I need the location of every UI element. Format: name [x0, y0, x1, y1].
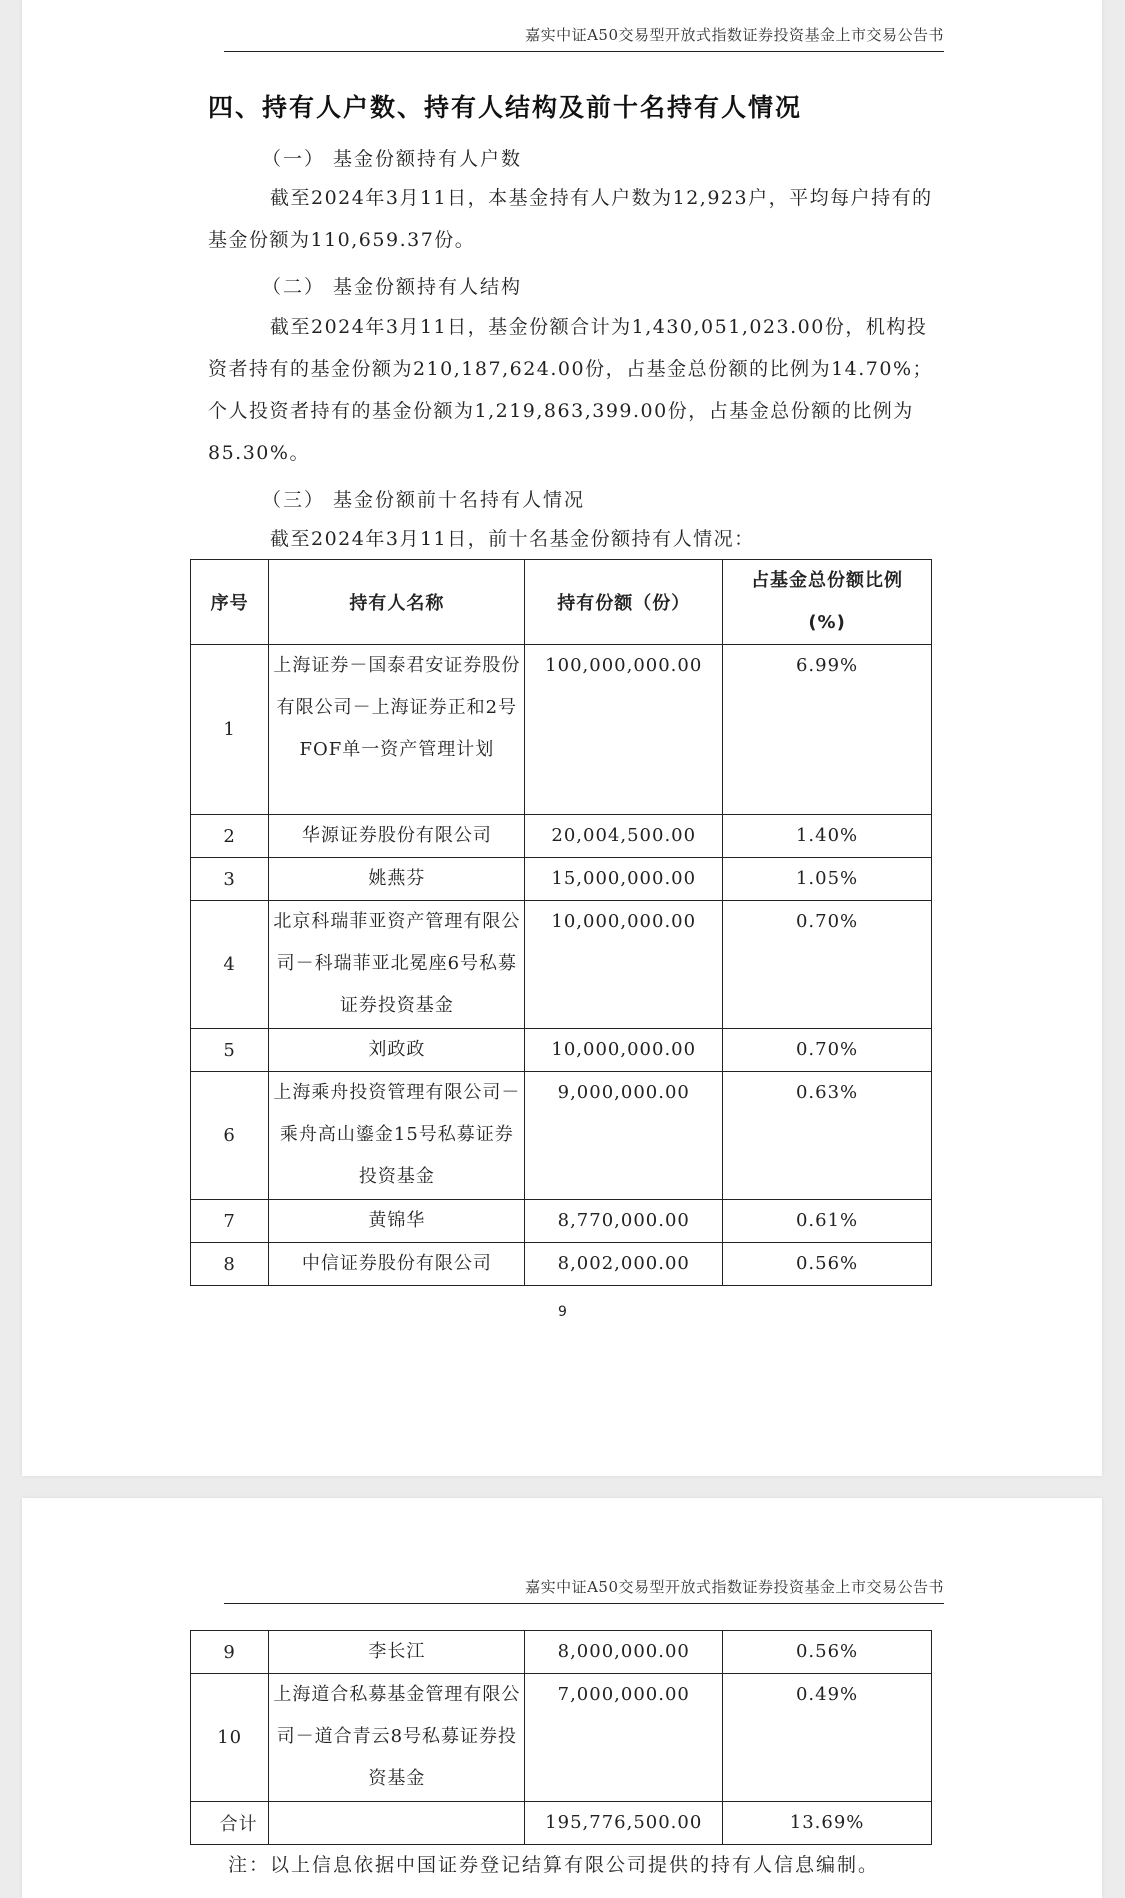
table-row — [191, 1072, 932, 1200]
row-ratio: 0.56% — [723, 1631, 932, 1674]
paragraph-top-ten-intro: 截至2024年3月11日，前十名基金份额持有人情况： — [270, 528, 755, 550]
table-row — [191, 858, 932, 901]
row-name: 华源证券股份有限公司 — [269, 815, 525, 858]
row-ratio: 0.49% — [723, 1674, 932, 1802]
table-row — [191, 1029, 932, 1072]
row-amount: 9,000,000.00 — [525, 1072, 723, 1200]
subsection-top-ten: （三） 基金份额前十名持有人情况 — [262, 489, 586, 511]
row-amount: 8,000,000.00 — [525, 1631, 723, 1674]
row-no: 1 — [191, 645, 269, 815]
row-amount: 8,002,000.00 — [525, 1243, 723, 1286]
total-amount: 195,776,500.00 — [525, 1802, 723, 1845]
header-ratio-line1: 占基金总份额比例 — [751, 570, 904, 591]
header-ratio-line2: (%) — [808, 612, 846, 633]
row-name: 黄锦华 — [269, 1200, 525, 1243]
row-amount: 10,000,000.00 — [525, 1029, 723, 1072]
row-ratio: 6.99% — [723, 645, 932, 815]
section-title: 四、持有人户数、持有人结构及前十名持有人情况 — [208, 93, 803, 122]
total-ratio: 13.69% — [723, 1802, 932, 1845]
row-ratio: 1.05% — [723, 858, 932, 901]
paragraph-holder-count: 截至2024年3月11日，本基金持有人户数为12,923户，平均每户持有的基金份额为110,659.37份。 — [208, 187, 933, 251]
row-amount: 100,000,000.00 — [525, 645, 723, 815]
row-no: 9 — [191, 1631, 269, 1674]
row-no: 10 — [191, 1674, 269, 1802]
row-no: 2 — [191, 815, 269, 858]
row-ratio: 0.70% — [723, 1029, 932, 1072]
total-name-empty — [269, 1802, 525, 1845]
footnote: 注：以上信息依据中国证券登记结算有限公司提供的持有人信息编制。 — [228, 1854, 880, 1876]
row-no: 5 — [191, 1029, 269, 1072]
row-no: 3 — [191, 858, 269, 901]
total-label: 合计 — [191, 1802, 269, 1845]
running-header: 嘉实中证A50交易型开放式指数证券投资基金上市交易公告书 — [224, 24, 944, 52]
top-holders-table-continued — [190, 1630, 932, 1845]
row-no: 4 — [191, 901, 269, 1029]
row-amount: 15,000,000.00 — [525, 858, 723, 901]
table-row — [191, 815, 932, 858]
table-row — [191, 901, 932, 1029]
running-header-page-2: 嘉实中证A50交易型开放式指数证券投资基金上市交易公告书 — [224, 1576, 944, 1604]
row-ratio: 1.40% — [723, 815, 932, 858]
row-name: 上海道合私募基金管理有限公司－道合青云8号私募证券投资基金 — [269, 1674, 525, 1802]
row-ratio: 0.70% — [723, 901, 932, 1029]
header-name: 持有人名称 — [269, 560, 525, 645]
row-ratio: 0.61% — [723, 1200, 932, 1243]
row-amount: 7,000,000.00 — [525, 1674, 723, 1802]
row-ratio: 0.63% — [723, 1072, 932, 1200]
row-name: 刘政政 — [269, 1029, 525, 1072]
row-amount: 8,770,000.00 — [525, 1200, 723, 1243]
row-ratio: 0.56% — [723, 1243, 932, 1286]
row-no: 7 — [191, 1200, 269, 1243]
subsection-holder-count: （一） 基金份额持有人户数 — [262, 148, 523, 170]
table-row — [191, 1674, 932, 1802]
subsection-holder-structure: （二） 基金份额持有人结构 — [262, 276, 523, 298]
table-row — [191, 1243, 932, 1286]
row-name: 上海证券－国泰君安证券股份有限公司－上海证券正和2号FOF单一资产管理计划 — [269, 645, 525, 815]
table-total-row — [191, 1802, 932, 1845]
row-name: 上海乘舟投资管理有限公司－乘舟高山鎏金15号私募证券投资基金 — [269, 1072, 525, 1200]
header-ratio — [723, 560, 932, 645]
row-name: 北京科瑞菲亚资产管理有限公司－科瑞菲亚北冕座6号私募证券投资基金 — [269, 901, 525, 1029]
row-no: 6 — [191, 1072, 269, 1200]
row-amount: 10,000,000.00 — [525, 901, 723, 1029]
top-holders-table — [190, 559, 932, 1286]
row-no: 8 — [191, 1243, 269, 1286]
table-header-row — [191, 560, 932, 645]
paragraph-holder-structure: 截至2024年3月11日，基金份额合计为1,430,051,023.00份，机构投资者持有的基金份额为210,187,624.00份，占基金总份额的比例为14.70%；个人投资者持有的基金份额为1,219,863,399.00份，占基金总份额的比例为85.30%。 — [208, 316, 934, 464]
table-row — [191, 645, 932, 815]
row-amount: 20,004,500.00 — [525, 815, 723, 858]
row-name: 李长江 — [269, 1631, 525, 1674]
row-name: 姚燕芬 — [269, 858, 525, 901]
row-name: 中信证券股份有限公司 — [269, 1243, 525, 1286]
header-no: 序号 — [191, 560, 269, 645]
table-row — [191, 1200, 932, 1243]
page-number: 9 — [558, 1304, 567, 1320]
header-amount: 持有份额（份） — [525, 560, 723, 645]
table-row — [191, 1631, 932, 1674]
